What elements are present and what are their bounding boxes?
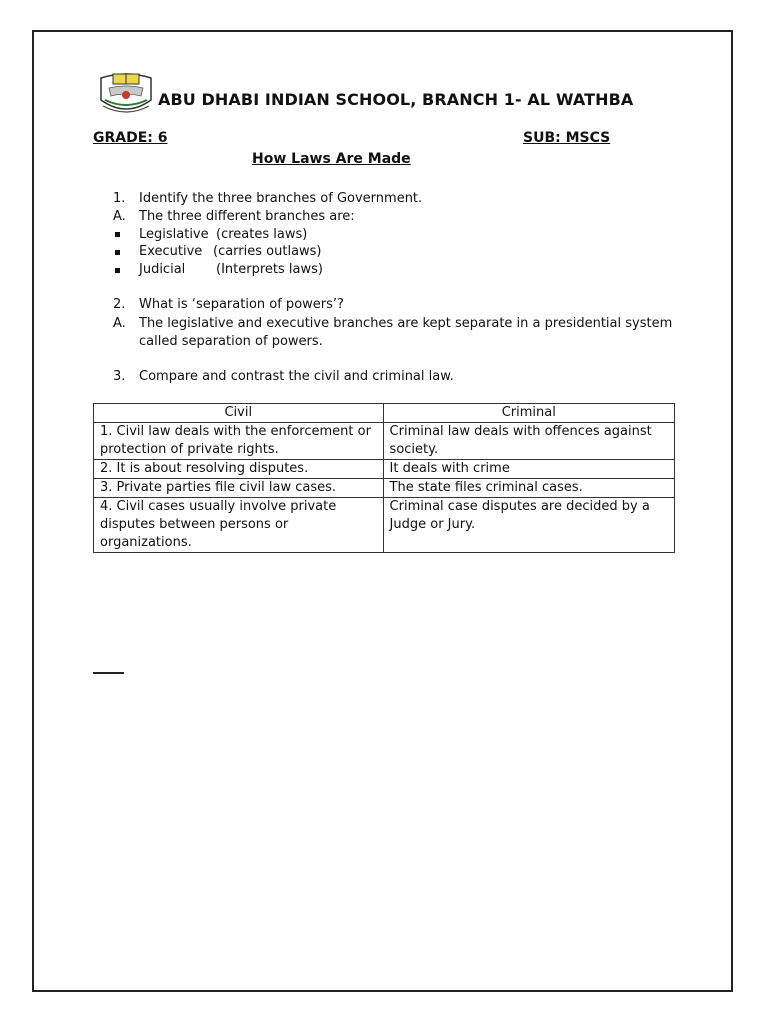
- table-row: [94, 423, 675, 460]
- table-cell: Criminal case disputes are decided by a Judge or Jury.: [383, 498, 674, 553]
- branch-role: (carries outlaws): [213, 244, 322, 259]
- q3-question: Compare and contrast the civil and criminal law.: [139, 369, 454, 384]
- table-cell: 4. Civil cases usually involve private disputes between persons or organizations.: [94, 498, 384, 553]
- civil-criminal-table: [93, 403, 675, 553]
- q1-answer-marker: A.: [113, 209, 126, 224]
- branch-name: Judicial: [139, 262, 186, 277]
- grade-label: GRADE: 6: [93, 130, 168, 146]
- bullet-icon: [115, 250, 120, 255]
- divider-line: [93, 672, 124, 674]
- branch-role: (Interprets laws): [216, 262, 323, 277]
- q3-number: 3.: [113, 369, 126, 384]
- column-header-civil: Civil: [94, 404, 384, 423]
- branch-name: Legislative: [139, 227, 209, 242]
- q1-answer: The three different branches are:: [139, 209, 355, 224]
- table-cell: 3. Private parties file civil law cases.: [94, 479, 384, 498]
- bullet-icon: [115, 232, 120, 237]
- q2-answer-line: called separation of powers.: [139, 334, 323, 349]
- q2-answer-line: The legislative and executive branches are kept separate in a presidential system: [139, 316, 673, 331]
- table-row: [94, 479, 675, 498]
- column-header-criminal: Criminal: [383, 404, 674, 423]
- subject-label: SUB: MSCS: [523, 130, 611, 146]
- page-title: How Laws Are Made: [252, 151, 411, 167]
- school-name: ABU DHABI INDIAN SCHOOL, BRANCH 1- AL WATHBA: [158, 90, 634, 109]
- branch-name: Executive: [139, 244, 203, 259]
- bullet-icon: [115, 268, 120, 273]
- q2-answer-marker: A.: [113, 316, 126, 331]
- q2-number: 2.: [113, 297, 126, 312]
- table-cell: The state files criminal cases.: [383, 479, 674, 498]
- q1-number: 1.: [113, 191, 126, 206]
- table-row: [94, 498, 675, 553]
- q1-question: Identify the three branches of Government.: [139, 191, 423, 206]
- table-cell: 1. Civil law deals with the enforcement or protection of private rights.: [94, 423, 384, 460]
- table-cell: Criminal law deals with offences against society.: [383, 423, 674, 460]
- table-cell: 2. It is about resolving disputes.: [94, 460, 384, 479]
- table-row: [94, 460, 675, 479]
- q2-question: What is ‘separation of powers’?: [139, 297, 344, 312]
- school-crest-icon: [97, 70, 155, 120]
- table-cell: It deals with crime: [383, 460, 674, 479]
- table-header-row: [94, 404, 675, 423]
- branch-role: (creates laws): [216, 227, 308, 242]
